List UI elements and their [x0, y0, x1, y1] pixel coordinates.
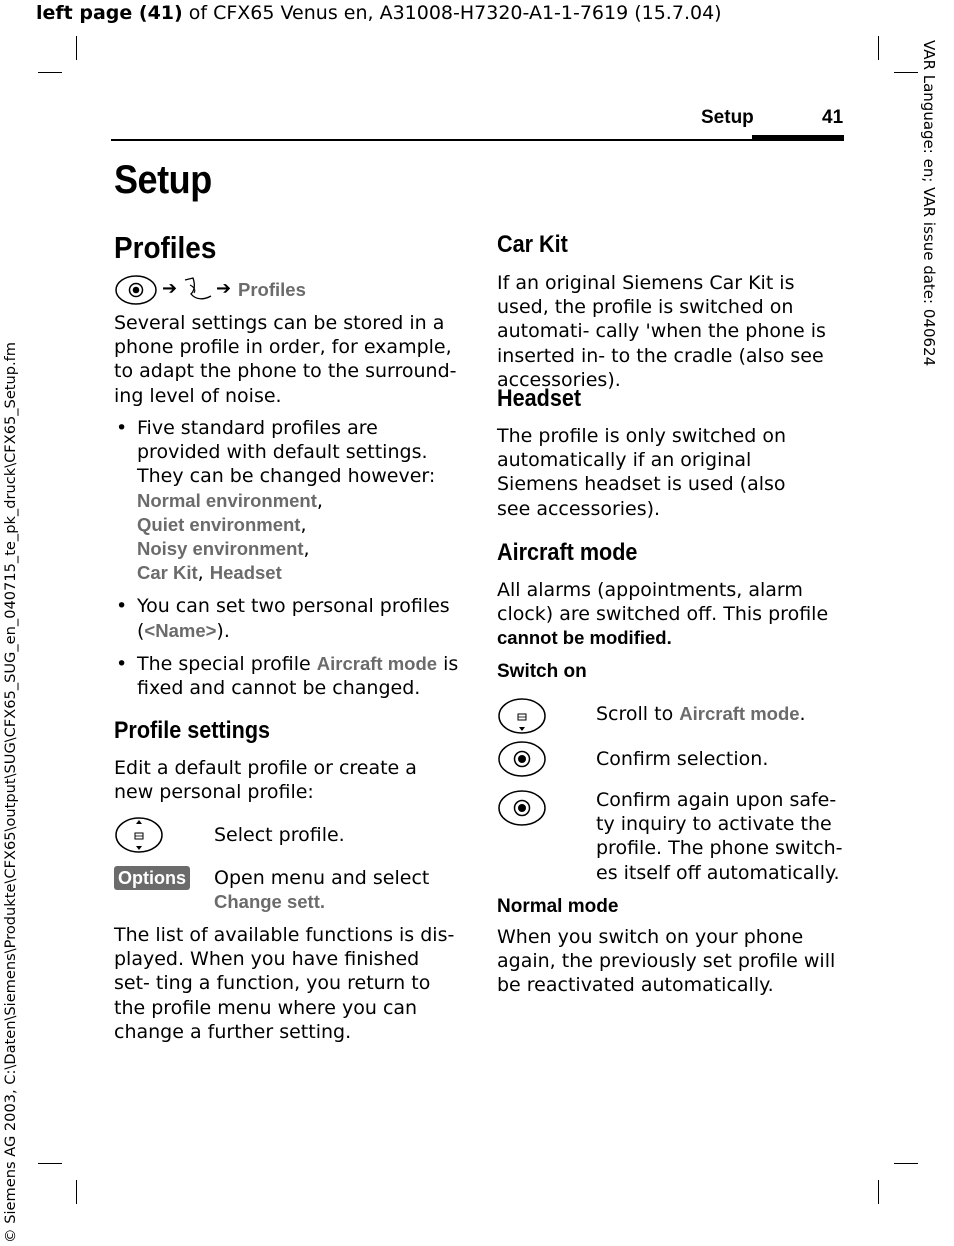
step-confirm-again: Confirm again upon safe- ty inquiry to activate the profile. The phone switch- es itself off automatically. [596, 789, 843, 884]
profile-settings-closing: The list of available functions is dis- played. When you have finished set- ting a function, you return to the profile menu where you can change a further setting. [114, 924, 455, 1043]
aircraft-mode-menu: Aircraft mode [679, 703, 800, 724]
profile-aircraft: Aircraft mode [316, 652, 438, 674]
car-kit-heading: Car Kit [497, 231, 568, 258]
production-header-page: left page (41) [36, 2, 183, 24]
comma: , [316, 489, 323, 512]
navigation-key-icon [114, 816, 164, 854]
options-softkey: Options [114, 866, 190, 890]
crop-mark [76, 1180, 77, 1204]
bullet-aircraft-profile [114, 652, 459, 700]
scroll-down-key-icon [497, 697, 547, 735]
center-key-icon [497, 789, 547, 827]
step-scroll-aircraft [596, 702, 806, 726]
running-head-title: Setup [701, 107, 754, 128]
page-title: Setup [114, 158, 212, 202]
profile-name-placeholder: <Name> [144, 619, 217, 641]
car-kit-text: If an original Siemens Car Kit is used, the profile is switched on automati- cally 'when the phone is inserted in- to the cradle (also see accessories). [497, 272, 826, 391]
profile-settings-heading: Profile settings [114, 717, 271, 744]
bullet-personal-end: ). [216, 619, 230, 642]
comma: , [303, 538, 310, 561]
comma: , [300, 513, 307, 536]
step-select-profile: Select profile. [214, 824, 345, 846]
bullet-personal-text: You can set two personal profiles ( [137, 595, 450, 642]
step-open-menu [214, 866, 459, 914]
crop-mark [38, 1163, 62, 1164]
production-header-info: of CFX65 Venus en, A31008-H7320-A1-1-7619 (15.7.04) [182, 2, 722, 24]
center-key-icon [114, 274, 158, 306]
switch-on-heading: Switch on [497, 661, 587, 682]
profiles-heading: Profiles [114, 230, 217, 265]
bullet-standard-text: Five standard profiles are provided with default settings. They can be changed however: [137, 417, 436, 488]
side-text-right: VAR Language: en; VAR issue date: 040624 [920, 40, 938, 367]
crop-mark [894, 72, 918, 73]
header-rule [111, 139, 844, 141]
profile-noisy: Noisy environment [137, 538, 304, 560]
aircraft-mode-warning: cannot be modified. [497, 627, 672, 649]
normal-mode-heading: Normal mode [497, 896, 619, 917]
comma: , [197, 562, 204, 585]
profile-headset: Headset [209, 562, 282, 584]
bullet-personal-profiles [114, 594, 459, 642]
step-scroll-text: Scroll to [596, 703, 680, 725]
bullet-standard-profiles [114, 416, 459, 585]
profiles-menu-icon [182, 276, 214, 302]
header-rule-accent [752, 135, 844, 141]
arrow-icon: ➔ [216, 278, 232, 299]
aircraft-mode-heading: Aircraft mode [497, 539, 638, 566]
step-confirm-selection: Confirm selection. [596, 748, 769, 770]
period: . [799, 703, 806, 725]
arrow-icon: ➔ [162, 278, 178, 299]
aircraft-mode-text [497, 578, 842, 651]
production-header [36, 2, 722, 24]
step-open-menu-text: Open menu and select [214, 867, 430, 889]
running-head-page: 41 [822, 107, 844, 128]
profile-quiet: Quiet environment [137, 513, 301, 535]
crop-mark [76, 36, 77, 60]
headset-heading: Headset [497, 385, 582, 412]
center-key-icon [497, 740, 547, 778]
crop-mark [878, 36, 879, 60]
aircraft-mode-description: All alarms (appointments, alarm clock) are switched off. This profile [497, 579, 829, 626]
crop-mark [894, 1163, 918, 1164]
bullet-aircraft-end: is fixed and cannot be changed. [137, 652, 459, 700]
side-text-left: © Siemens AG 2003, C:\Daten\Siemens\Produkte\CFX65\output\SUG\CFX65_SUG_en_040715_te_pk_druck\CFX65_Setup.fm [2, 341, 19, 1243]
headset-text: The profile is only switched on automatically if an original Siemens headset is used (also see accessories). [497, 425, 786, 520]
profiles-bullet-list [114, 416, 459, 709]
profiles-intro: Several settings can be stored in a phone profile in order, for example, to adapt the phone to the surround- ing level of noise. [114, 312, 457, 407]
bullet-aircraft-text: The special profile [137, 652, 317, 675]
profile-car-kit: Car Kit [137, 562, 198, 584]
menu-path [114, 274, 374, 306]
profile-normal: Normal environment [137, 489, 317, 511]
normal-mode-text: When you switch on your phone again, the previously set profile will be reactivated automatically. [497, 926, 836, 997]
change-settings-menu: Change sett. [214, 891, 326, 913]
profile-settings-intro: Edit a default profile or create a new personal profile: [114, 757, 417, 804]
crop-mark [38, 72, 62, 73]
crop-mark [878, 1180, 879, 1204]
menu-path-item: Profiles [238, 279, 306, 300]
